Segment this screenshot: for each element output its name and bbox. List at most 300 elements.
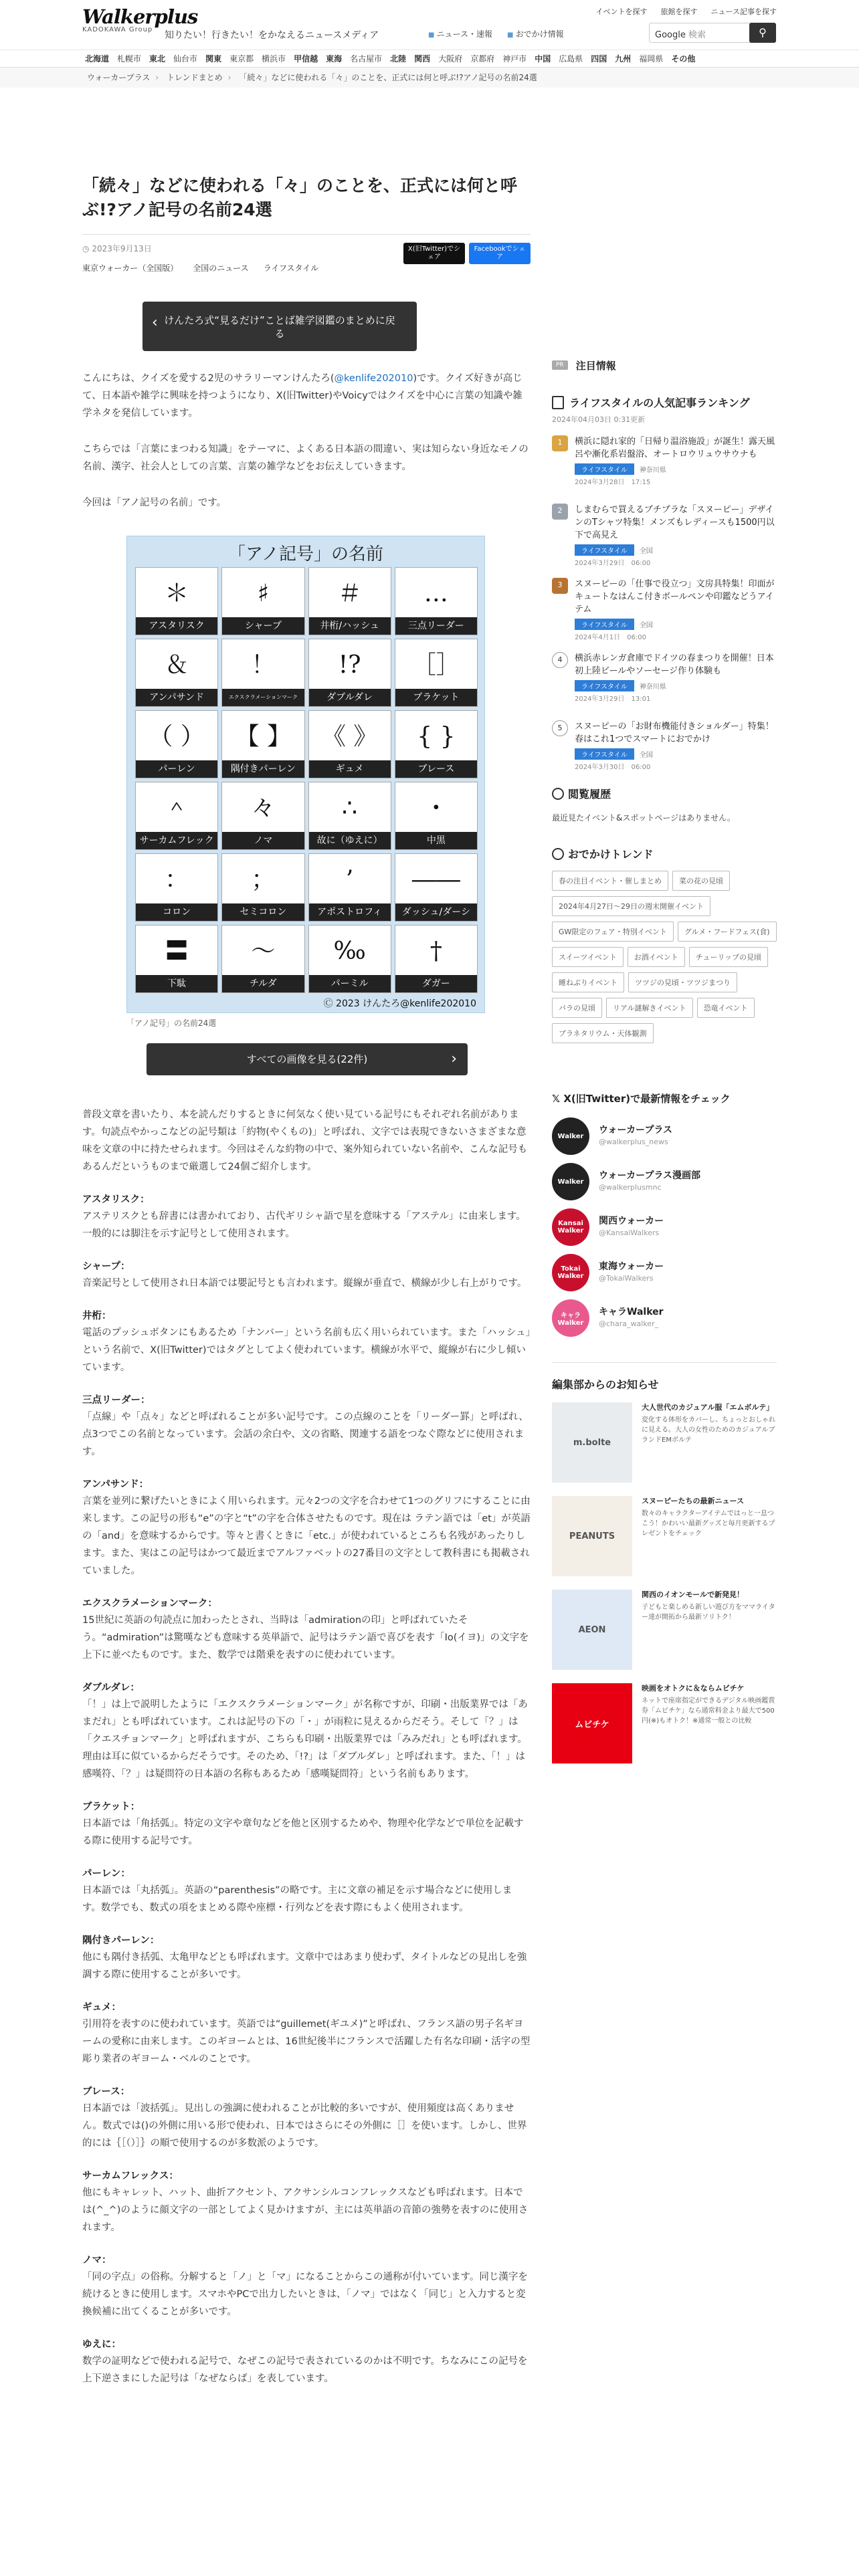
- symbol-name: 三点リーダー: [395, 617, 477, 635]
- symbol-card[interactable]: [395, 567, 478, 635]
- ranking-date: 2024年3月29日 06:00: [575, 560, 651, 567]
- area-link[interactable]: 四国: [591, 54, 607, 64]
- category-badge[interactable]: ライフスタイル: [575, 680, 634, 691]
- symbol-card[interactable]: [395, 639, 478, 707]
- intro-paragraph-1: [82, 370, 531, 422]
- rank-1-badge: 1: [552, 435, 568, 451]
- ranking-meta: [575, 461, 777, 475]
- section-text: 「！」は上で説明したように「エクスクラメーションマーク」が名称ですが、印刷・出版業界では「あまだれ」とも呼ばれています。これは記号の下の「・」が雨粒に見えるからだそう。そして「？」は「クエスチョンマーク」と呼ばれますが、こちらも印刷・出版業界では「みみだれ」とも呼ばれます。理由は耳に似ているからだそうです。そのため、「!?」は「ダブルダレ」と呼ばれます。また、「！」は感嘆符、「？」は疑問符の日本語の名称もあるため「感嘆疑問符」という名前もあります。: [82, 1699, 528, 1780]
- x-section-title: [552, 1091, 777, 1105]
- symbol-card[interactable]: [395, 782, 478, 850]
- ranking-location: 全国: [639, 752, 653, 759]
- area-link[interactable]: 仙台市: [173, 54, 198, 64]
- editorial-desc: 数々のキャラクターアイテムではっと一息つこう！かわいい最新グッズと毎月更新するプレゼントをチェック: [642, 1510, 775, 1537]
- intro-text: )です。クイズ好きが高じて、日本語や雑学に興味を持つようになり、X(旧Twitter)やVoicyではクイズを中心に言葉の知識や雑学ネタを発信しています。: [82, 373, 522, 419]
- thumbnail-label: AEON: [578, 1624, 606, 1635]
- logo-text: Walkerplus: [82, 5, 198, 28]
- section-text: 数学の証明などで使われる記号で、なぜこの記号で表されているのかは不明です。ちなみにこの記号を上下逆さまにした記号は「なぜならば」を表しています。: [82, 2356, 528, 2384]
- breadcrumb-sep-icon: ›: [155, 73, 159, 82]
- symbol-glyph: 々: [251, 794, 276, 822]
- trend-tag[interactable]: スイーツイベント: [552, 947, 624, 967]
- editorial-item[interactable]: [552, 1496, 777, 1579]
- section-heading: ギュメ：: [82, 2002, 121, 2013]
- x-title-text: X(旧Twitter)で最新情報をチェック: [563, 1093, 731, 1105]
- category-badge[interactable]: ライフスタイル: [575, 619, 634, 630]
- symbol-card[interactable]: [221, 925, 304, 993]
- trend-tag[interactable]: GW限定のフェア・特別イベント: [552, 922, 674, 942]
- symbol-name: アンパサンド: [136, 689, 217, 706]
- symbol-card[interactable]: [221, 782, 304, 850]
- top-link-ryokan[interactable]: 旅館を探す: [660, 7, 698, 16]
- symbol-section: [82, 1866, 531, 1917]
- section-text: 「点線」や「点々」などと呼ばれることが多い記号です。この点線のことを「リーダー罫」と呼ばれ、点3つでこの名前となっています。会話の余白や、文の省略、関連する語をつなぐ際などに使用されます。: [82, 1412, 529, 1457]
- section-heading: エクスクラメーションマーク：: [82, 1598, 217, 1609]
- section-heading: シャープ：: [82, 1261, 130, 1272]
- ranking-title-text[interactable]: スヌーピーの「仕事で役立つ」文房具特集！印面がキュートなはんこ付きボールペンや印鑑などうアイテム: [575, 579, 775, 615]
- ranking-body: [575, 652, 777, 710]
- area-link[interactable]: 横浜市: [262, 54, 286, 64]
- editorial-title-text: 大人世代のカジュアル服「エムボルテ」: [642, 1403, 774, 1412]
- editorial-thumbnail: [552, 1496, 632, 1576]
- history-empty: 最近見たイベント&スポットページはありません。: [552, 813, 735, 823]
- symbol-section: [82, 1259, 531, 1292]
- trend-tag[interactable]: 春の注目イベント・催しまとめ: [552, 871, 668, 891]
- share-x-button[interactable]: X(旧Twitter)でシェア: [403, 243, 465, 264]
- tag-lifestyle[interactable]: ライフスタイル: [263, 263, 319, 273]
- x-account[interactable]: [552, 1254, 777, 1287]
- symbol-name: コロン: [136, 903, 217, 921]
- symbol-name: 故に（ゆえに）: [309, 832, 391, 849]
- section-heading: 隅付きパーレン：: [82, 1935, 160, 1946]
- symbol-card[interactable]: [221, 639, 304, 707]
- section-heading: ブラケット：: [82, 1802, 140, 1812]
- symbol-card[interactable]: [221, 710, 304, 778]
- x-icon: 𝕏: [552, 1093, 561, 1105]
- editorial-item[interactable]: [552, 1590, 777, 1673]
- ranking-item[interactable]: [552, 720, 777, 778]
- area-link[interactable]: 東京都: [229, 54, 254, 64]
- x-account[interactable]: [552, 1299, 777, 1333]
- symbol-section: [82, 2168, 531, 2236]
- ranking-title-text[interactable]: スヌーピーの「お財布機能付きショルダー」特集！春はこれ1つでスマートにおでかけ: [575, 722, 774, 744]
- symbol-card[interactable]: [221, 853, 304, 922]
- symbol-sections: [82, 1192, 531, 2387]
- area-link[interactable]: 北陸: [390, 54, 407, 64]
- symbol-section: [82, 1799, 531, 1850]
- ranking-date: 2024年3月29日 13:01: [575, 695, 651, 703]
- ranking-date: 2024年4月1日 06:00: [575, 634, 646, 641]
- ranking-location: 神奈川県: [639, 467, 666, 474]
- symbol-section: [82, 1933, 531, 1983]
- symbol-glyph: ――: [411, 866, 460, 893]
- trend-tag[interactable]: バラの見頃: [552, 998, 602, 1018]
- top-link-news[interactable]: ニュース記事を探す: [710, 7, 777, 16]
- editorial-thumbnail: [552, 1683, 632, 1763]
- symbol-card[interactable]: [395, 853, 478, 922]
- area-link[interactable]: 福岡県: [639, 54, 664, 64]
- editorial-thumbnail: [552, 1590, 632, 1670]
- symbol-name: ダッシュ/ダーシ: [395, 903, 477, 921]
- section-heading: ブレース：: [82, 2086, 130, 2097]
- avatar: Kansai Walker: [552, 1208, 589, 1246]
- area-link[interactable]: 関西: [414, 54, 431, 64]
- symbol-glyph: 《 》: [321, 723, 378, 750]
- section-text: 言葉を並列に繋げたいときによく用いられます。元々2つの文字を合わせて1つのグリフにすることに由来します。この記号の形も“e”の字と“t”の字を合体させたものです。現在は ラテン語では「et」が英語の「and」を意味するからです。等々と書くときに「etc.」が使われているところも名残があったりします。また、実はこの記号はかつて最近までアルファベットの27番目の文字として教科書にも掲載されていました。: [82, 1496, 531, 1576]
- symbol-card[interactable]: [308, 567, 391, 635]
- symbol-glyph: ［］: [411, 651, 460, 679]
- history-title: 閲覧履歴: [552, 786, 777, 801]
- symbol-glyph: ‰: [333, 938, 366, 965]
- ranking-meta: [575, 746, 777, 760]
- x-account[interactable]: [552, 1117, 777, 1151]
- ranking-title-text[interactable]: 横浜に隠れ家的「日帰り温浴施設」が誕生！露天風呂や漸化系岩盤浴、オートロウリュウサウナも: [575, 437, 775, 459]
- symbol-card[interactable]: [135, 782, 218, 850]
- category-badge[interactable]: ライフスタイル: [575, 544, 634, 556]
- area-link[interactable]: 東北: [149, 54, 166, 64]
- account-info: [599, 1254, 664, 1287]
- symbol-card[interactable]: [308, 782, 391, 850]
- symbol-name: ダガー: [395, 975, 477, 992]
- symbol-name: セミコロン: [222, 903, 304, 921]
- editorial-list: [552, 1402, 777, 1766]
- section-heading: アスタリスク：: [82, 1194, 150, 1205]
- ranking-body: [575, 578, 777, 641]
- section-text: 電話のプッシュボタンにもあるため「ナンバー」という名前も広く用いられています。また「ハッシュ」という名前で、X(旧Twitter)ではタグとしてよく使われています。横線が水平で、縦線が右に少し傾いています。: [82, 1327, 531, 1373]
- section-heading: 井桁：: [82, 1311, 112, 1321]
- body-paragraph: 普段文章を書いたり、本を読んだりするときに何気なく使い見ている記号にもそれぞれ名前があります。句読点やかっこなどの記号類は「約物(やくもの)」と呼ばれ、文字では表現できないさまざまな意味を文章の中に持たせられます。今回はそんな約物の中で、案外知られていない名前や、こんな記号もあるんだというものまで厳選して24個ご紹介します。: [82, 1109, 528, 1172]
- rank-2-badge: 2: [552, 504, 568, 520]
- area-link[interactable]: 中国: [535, 54, 551, 64]
- symbol-glyph: ；: [251, 866, 276, 893]
- account-handle: @walkerplus_news: [599, 1138, 668, 1146]
- view-all-images-button[interactable]: すべての画像を見る(22件) ›: [147, 1043, 468, 1075]
- ranking-date: 2024年04月03日 0:31更新: [552, 415, 646, 424]
- editorial-text: [642, 1402, 777, 1485]
- trend-tag[interactable]: グルメ・フードフェス(食): [678, 922, 777, 942]
- section-text: 「同の字点」の俗称。分解すると「ノ」と「マ」になることからこの通称が付いています。同じ漢字を続けるときに使用します。スマホやPCで出力したいときは、「ノマ」ではなく「同じ」と入力すると変換候補に出てくることが多いです。: [82, 2272, 528, 2317]
- account-name: ウォーカープラス: [599, 1125, 673, 1136]
- account-handle: @chara_walker_: [599, 1319, 659, 1328]
- symbol-section: [82, 1477, 531, 1580]
- area-link[interactable]: 札幌市: [117, 54, 142, 64]
- area-link[interactable]: 東海: [326, 54, 343, 64]
- avatar: Walker: [552, 1117, 589, 1155]
- x-account[interactable]: [552, 1163, 777, 1196]
- symbol-card[interactable]: [135, 853, 218, 922]
- area-link[interactable]: 北海道: [85, 54, 110, 64]
- thumbnail-label: PEANUTS: [569, 1531, 615, 1541]
- intro-paragraph-3: 今回は「アノ記号の名前」です。: [82, 498, 227, 508]
- editorial-item[interactable]: [552, 1402, 777, 1485]
- top-nav: [428, 28, 564, 39]
- walkerplus-logo[interactable]: [82, 5, 198, 36]
- trend-tag[interactable]: リアル謎解きイベント: [606, 998, 693, 1018]
- symbol-card[interactable]: [308, 639, 391, 707]
- editorial-title-text: スヌーピーたちの最新ニュース: [642, 1497, 745, 1505]
- symbol-name: ダブルダレ: [309, 689, 391, 706]
- nav-news[interactable]: ■ ニュース・速報: [428, 28, 492, 39]
- symbol-card[interactable]: [135, 710, 218, 778]
- clock-icon: ◷: [82, 244, 90, 253]
- symbol-name: ブラケット: [395, 689, 477, 706]
- symbol-glyph: …: [423, 580, 448, 607]
- tag-national[interactable]: 全国のニュース: [193, 263, 249, 273]
- tagline: 知りたい！行きたい！をかなえるニュースメディア: [165, 30, 379, 41]
- breadcrumb-trend[interactable]: トレンドまとめ: [166, 73, 223, 82]
- intro-paragraph-2: こちらでは「言葉にまつわる知識」をテーマに、よくある日本語の間違い、実は知らない身近なモノの名前、漢字、社会人としての言葉、言葉の雑学などをお伝えしていきます。: [82, 444, 529, 472]
- account-handle: @KansaiWalkers: [599, 1228, 660, 1237]
- avatar: キャラ Walker: [552, 1299, 589, 1337]
- section-text: 音楽記号として使用され日本語では嬰記号とも言われます。縦線が垂直で、横線が少し右上がりです。: [82, 1278, 527, 1289]
- ranking-title-text[interactable]: しまむらで買えるプチプラな「スヌーピー」デザインのTシャツ特集！メンズもレディースも1500円以下で高見え: [575, 505, 775, 540]
- symbol-name: 下駄: [136, 975, 217, 992]
- ranking-location: 神奈川県: [639, 683, 666, 691]
- symbol-glyph: ’: [345, 866, 354, 893]
- area-link[interactable]: 甲信越: [294, 54, 318, 64]
- symbol-name: サーカムフレック: [136, 832, 217, 849]
- back-to-summary-button[interactable]: ‹ けんたろ式“見るだけ”ことば雑学図鑑のまとめに戻る: [142, 302, 417, 351]
- ranking-location: 全国: [639, 548, 653, 555]
- area-link[interactable]: 九州: [615, 54, 632, 64]
- symbol-glyph: ＃: [337, 580, 362, 607]
- x-account[interactable]: [552, 1208, 777, 1242]
- category-badge[interactable]: ライフスタイル: [575, 748, 634, 760]
- symbol-card[interactable]: [135, 567, 218, 635]
- ranking-meta: [575, 542, 777, 556]
- area-link[interactable]: 京都府: [470, 54, 495, 64]
- article: [82, 174, 531, 2387]
- rank-3-badge: 3: [552, 578, 568, 594]
- symbol-name: エクスクラメーションマーク: [222, 689, 304, 706]
- symbol-glyph: ＆: [165, 651, 189, 679]
- section-text: 引用符を表すのに使われています。英語では“guillemet(ギユメ)”と呼ばれ、フランス語の男子名ギヨームの愛称に由来します。このギヨームとは、16世紀後半にフランスで活躍した有名な印刷・活字の型彫り業者のギヨーム・ベルのことです。: [82, 2019, 531, 2064]
- area-link[interactable]: 名古屋市: [350, 54, 383, 64]
- symbol-glyph: （ ）: [149, 723, 205, 750]
- symbol-glyph: !?: [338, 651, 361, 679]
- account-name: 関西ウォーカー: [599, 1216, 664, 1226]
- symbol-card[interactable]: [308, 925, 391, 993]
- symbol-glyph: ♯: [257, 580, 270, 607]
- symbol-glyph: 〓: [165, 938, 189, 965]
- x-accounts: [552, 1117, 777, 1333]
- symbol-name: 中黒: [395, 832, 477, 849]
- figure-title: 「アノ記号」の名前: [228, 544, 383, 564]
- ranking-body: [575, 720, 777, 778]
- account-info: [599, 1117, 672, 1151]
- symbol-card[interactable]: [395, 925, 478, 993]
- symbol-name: チルダ: [222, 975, 304, 992]
- symbol-section: [82, 1392, 531, 1461]
- symbols-figure[interactable]: [126, 536, 485, 1013]
- symbol-glyph: ＊: [165, 580, 189, 607]
- section-heading: ダブルダレ：: [82, 1683, 140, 1693]
- editorial-text: [642, 1590, 777, 1673]
- symbol-section: [82, 1308, 531, 1376]
- symbol-glyph: 【 】: [235, 723, 292, 750]
- account-handle: @walkerplusmnc: [599, 1183, 662, 1192]
- ranking-body: [575, 504, 777, 567]
- editorial-thumbnail: [552, 1402, 632, 1483]
- rank-4-badge: 4: [552, 652, 568, 668]
- trend-tag[interactable]: ツツジの見頃・ツツジまつり: [628, 972, 737, 992]
- symbol-name: アポストロフィ: [309, 903, 391, 921]
- top-links: [596, 6, 777, 17]
- symbols-grid: [135, 567, 478, 993]
- site-header: [0, 0, 859, 50]
- share-buttons: [403, 243, 531, 264]
- editorial-desc: 変化する体形をカバーし、ちょっとおしゃれに見える。大人の女性のためのカジュアルブランドEMボルテ: [642, 1416, 775, 1444]
- editorial-item[interactable]: [552, 1683, 777, 1766]
- trend-tag[interactable]: お酒イベント: [628, 947, 685, 967]
- ranking-item[interactable]: [552, 435, 777, 493]
- trend-tag[interactable]: 恐竜イベント: [697, 998, 755, 1018]
- section-heading: パーレン：: [82, 1868, 130, 1879]
- symbol-glyph: ∴: [342, 794, 358, 822]
- thumbnail-label: ムビチケ: [575, 1719, 609, 1730]
- ranking-date: 2024年3月30日 06:00: [575, 764, 651, 771]
- ranking-date: 2024年3月28日 17:15: [575, 479, 651, 486]
- section-text: 他にも隅付き括弧、太亀甲などとも呼ばれます。文章中ではあまり使わず、タイトルなどの見出しを強調する際に使用することが多いです。: [82, 1952, 527, 1980]
- symbol-glyph: †: [430, 938, 442, 965]
- symbol-glyph: ・: [423, 794, 448, 822]
- intro-text: こんにちは、クイズを愛する2児のサラリーマンけんたろ(: [82, 373, 335, 384]
- area-link[interactable]: 大阪府: [438, 54, 463, 64]
- ranking-meta: [575, 677, 777, 691]
- section-heading: サーカムフレックス：: [82, 2171, 179, 2181]
- date-text: 2023年9月13日: [92, 244, 152, 253]
- top-link-event[interactable]: イベントを探す: [595, 7, 648, 16]
- symbol-name: アスタリスク: [136, 617, 217, 635]
- account-handle: @TokaiWalkers: [599, 1274, 654, 1283]
- symbol-name: パーレン: [136, 760, 217, 778]
- symbol-name: ノマ: [222, 832, 304, 849]
- author-link[interactable]: @kenlife202010: [334, 373, 413, 384]
- symbol-section: [82, 2252, 531, 2321]
- avatar: Tokai Walker: [552, 1254, 589, 1291]
- symbol-glyph: ～: [251, 938, 276, 965]
- search-button[interactable]: [749, 23, 776, 43]
- trend-tag[interactable]: 菜の花の見頃: [672, 871, 730, 891]
- section-text: 他にもキャレット、ハット、曲折アクセント、アクサンシルコンフレックスなども呼ばれます。日本では(^_^)のように顔文字の一部としてよく見かけますが、主には英単語の音節の強勢を表すのに使用されます。: [82, 2187, 529, 2233]
- breadcrumb: [0, 68, 859, 88]
- section-heading: ゆえに：: [82, 2339, 121, 2350]
- symbol-card[interactable]: [395, 710, 478, 778]
- pr-badge: PR: [552, 360, 568, 370]
- trend-title: おでかけトレンド: [552, 846, 777, 861]
- symbol-card[interactable]: [221, 567, 304, 635]
- editorial-desc: ネットで座席指定ができるデジタル映画鑑賞券「ムビチケ」なら通常料金より最大で500円(※)もオトク！※通常一般との比較: [642, 1697, 775, 1725]
- account-info: [599, 1208, 664, 1242]
- breadcrumb-current: 「続々」などに使われる「々」のことを、正式には何と呼ぶ!?アノ記号の名前24選: [239, 73, 537, 82]
- nav-odekake[interactable]: ■ おでかけ情報: [507, 28, 564, 39]
- notice-header: [552, 358, 777, 372]
- ranking-item[interactable]: [552, 504, 777, 567]
- ranking-item[interactable]: [552, 578, 777, 641]
- section-text: 日本語では「波括弧」。見出しの強調に使われることが比較的多いですが、使用頻度は高くありません。数式では()の外側に用いる形で使われ、日本ではさらにその外側に［］を使います。しかし、世界的には｛［（）］｝の順で使用するのが多数派のようです。: [82, 2103, 527, 2149]
- symbol-name: ギュメ: [309, 760, 391, 778]
- search-icon: ⚲: [759, 26, 767, 39]
- trend-tag[interactable]: チューリップの見頃: [689, 947, 768, 967]
- breadcrumb-home[interactable]: ウォーカープラス: [87, 73, 151, 82]
- account-info: [599, 1163, 700, 1196]
- breadcrumb-sep-icon: ›: [227, 73, 231, 82]
- symbol-section: [82, 1192, 531, 1243]
- ranking-list: [552, 435, 777, 778]
- trend-tag[interactable]: 睡ねぶりイベント: [552, 972, 624, 992]
- trend-tags: [552, 871, 777, 1043]
- article-meta: [82, 243, 531, 280]
- section-heading: ノマ：: [82, 2255, 112, 2266]
- ranking-item[interactable]: [552, 652, 777, 710]
- category-badge[interactable]: ライフスタイル: [575, 463, 634, 475]
- section-text: 15世紀に英語の句読点に加わったとされ、当時は「admirationの印」と呼ばれていたそう。“admiration”は驚嘆なども意味する英単語で、記号はラテン語で喜びを表す「Io(イヨ)」の文字を上下に並べたものです。また、数学では階乗を表すのに使われています。: [82, 1615, 529, 1660]
- symbol-glyph: ！: [251, 651, 276, 679]
- editorial-desc: 子どもと楽しめる新しい遊び方をママライター達が開拓から最新ソリトク！: [642, 1604, 775, 1621]
- symbol-name: 隅付きパーレン: [222, 760, 304, 778]
- tag-tokyo[interactable]: 東京ウォーカー（全国版）: [82, 263, 179, 273]
- editorial-text: [642, 1683, 777, 1766]
- account-info: [599, 1299, 664, 1333]
- figure-credit: Ⓒ 2023 けんたろ@kenlife202010: [323, 998, 476, 1009]
- section-heading: 三点リーダー：: [82, 1395, 151, 1406]
- area-link[interactable]: 関東: [205, 54, 222, 64]
- area-link[interactable]: 広島県: [559, 54, 583, 64]
- area-link[interactable]: 神戸市: [502, 54, 527, 64]
- symbol-section: [82, 1596, 531, 1664]
- section-heading: アンパサンド：: [82, 1479, 149, 1490]
- symbol-glyph: ：: [165, 866, 189, 893]
- editorial-text: [642, 1496, 777, 1579]
- ranking-meta: [575, 616, 777, 630]
- section-text: 日本語では「角括弧」。特定の文字や章句などを他と区別するためや、物理や化学などで単位を記載する際に使用する記号です。: [82, 1818, 524, 1846]
- figure-caption: 「アノ記号」の名前24選: [126, 1018, 217, 1028]
- page-title: 「続々」などに使われる「々」のことを、正式には何と呼ぶ!?アノ記号の名前24選: [82, 174, 531, 235]
- editorial-title-text: 映画をオトクに＆ならムビチケ: [642, 1684, 745, 1693]
- symbol-card[interactable]: [135, 925, 218, 993]
- account-name: キャラWalker: [599, 1307, 664, 1317]
- trend-tag[interactable]: プラネタリウム・天体観測: [552, 1023, 654, 1043]
- ranking-body: [575, 435, 777, 493]
- trend-tag[interactable]: 2024年4月27日〜29日の週末開催イベント: [552, 896, 710, 916]
- account-name: 東海ウォーカー: [599, 1261, 664, 1272]
- symbol-section: [82, 2337, 531, 2387]
- account-name: ウォーカープラス漫画部: [599, 1170, 701, 1181]
- thumbnail-label: m.bolte: [573, 1437, 611, 1448]
- symbol-glyph: ＾: [165, 794, 189, 822]
- section-text: 日本語では「丸括弧」。英語の“parenthesis”の略です。主に文章の補足を示す場合などに使用します。数学でも、数式の項をまとめる際や座標・行列などを表す際にもよく使用されます。: [82, 1885, 512, 1913]
- section-text: アステリスクとも辞書には書かれており、古代ギリシャ語で星を意味する「アステル」に由来します。一般的には脚注を示す記号として使用されます。: [82, 1211, 526, 1239]
- logo-sub: KADOKAWA Group: [82, 26, 153, 33]
- symbol-card[interactable]: [308, 853, 391, 922]
- share-facebook-button[interactable]: Facebookでシェア: [469, 243, 531, 264]
- area-nav: [0, 50, 859, 68]
- symbol-card[interactable]: [135, 639, 218, 707]
- symbol-card[interactable]: [308, 710, 391, 778]
- symbol-name: パーミル: [309, 975, 391, 992]
- rank-5-badge: 5: [552, 720, 568, 736]
- symbol-name: シャープ: [222, 617, 304, 635]
- area-link[interactable]: その他: [671, 54, 696, 64]
- notice-title: 注目情報: [575, 359, 616, 372]
- sidebar: [552, 358, 777, 1766]
- symbol-section: [82, 2084, 531, 2152]
- editorial-title-text: 関西のイオンモールで新発見！: [642, 1590, 745, 1599]
- symbol-name: ブレース: [395, 760, 477, 778]
- ranking-title-text[interactable]: 横浜赤レンガ倉庫でドイツの春まつりを開催！日本初上陸ビールやソーセージ作り体験も: [575, 653, 774, 676]
- avatar: Walker: [552, 1163, 589, 1200]
- ranking-location: 全国: [639, 622, 653, 629]
- symbol-section: [82, 1680, 531, 1783]
